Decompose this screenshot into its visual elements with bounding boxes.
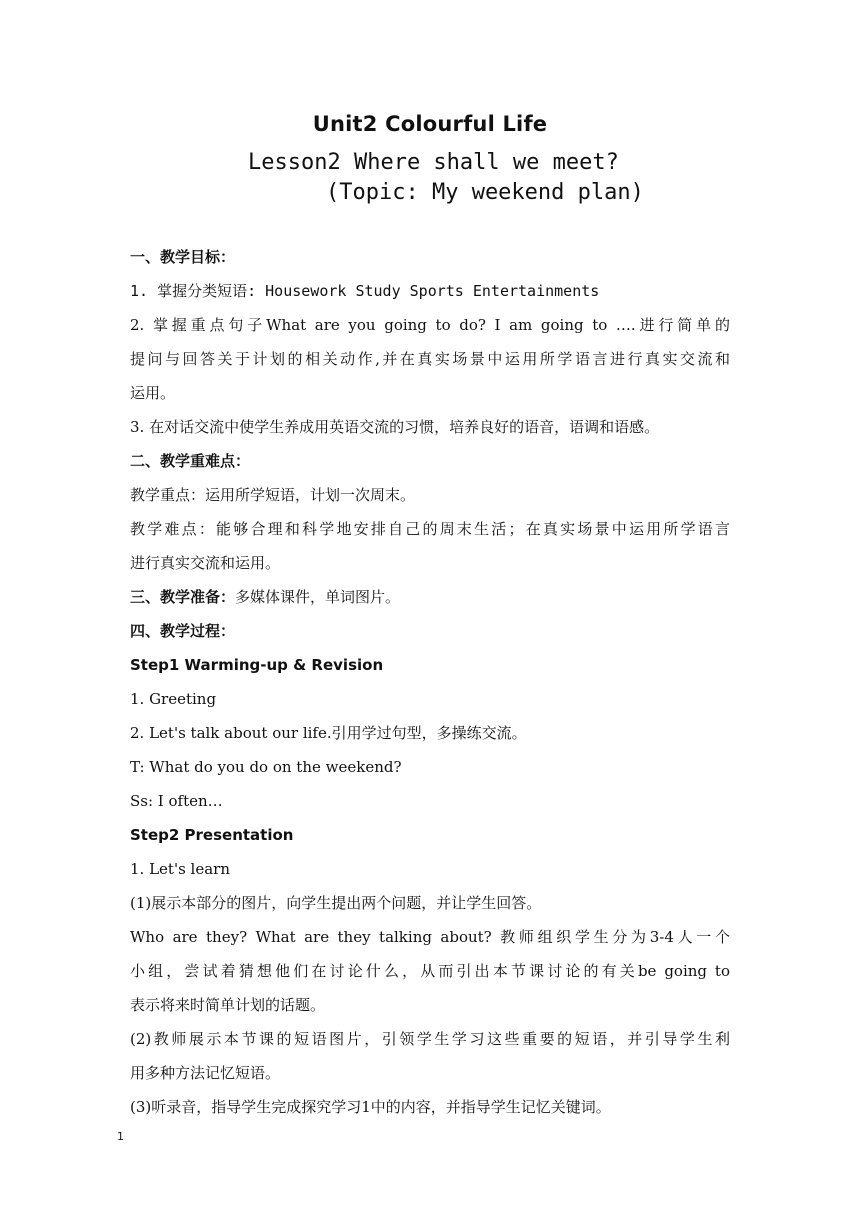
paragraph-line: 2. Let's talk about our life.引用学过句型，多操练交流。 xyxy=(130,724,527,742)
paragraph-line: 1. Greeting xyxy=(130,690,217,708)
paragraph-line: 1. 掌握分类短语: Housework Study Sports Entertainments xyxy=(130,282,600,300)
paragraph-line: 小组，尝试着猜想他们在讨论什么，从而引出本节课讨论的有关be going to xyxy=(130,962,730,980)
step-heading: Step1 Warming-up & Revision xyxy=(130,656,384,674)
paragraph-line: T: What do you do on the weekend? xyxy=(130,758,402,776)
paragraph-line: 教学难点：能够合理和科学地安排自己的周末生活；在真实场景中运用所学语言 xyxy=(130,520,730,538)
paragraph-line: 教学重点：运用所学短语，计划一次周末。 xyxy=(130,486,416,504)
preparation-text: 多媒体课件，单词图片。 xyxy=(235,588,401,606)
lesson-topic: (Topic: My weekend plan) xyxy=(326,180,644,205)
paragraph-line: (3)听录音，指导学生完成探究学习1中的内容，并指导学生记忆关键词。 xyxy=(130,1098,611,1116)
paragraph-line: 运用。 xyxy=(130,384,176,402)
lesson-title: Lesson2 Where shall we meet? xyxy=(248,150,619,175)
section-heading-preparation: 三、教学准备： xyxy=(130,588,236,606)
paragraph-line: 用多种方法记忆短语。 xyxy=(130,1064,281,1082)
paragraph-line: Ss: I often… xyxy=(130,792,223,810)
paragraph-line: (1)展示本部分的图片，向学生提出两个问题，并让学生回答。 xyxy=(130,894,542,912)
document-title: Unit2 Colourful Life xyxy=(312,112,548,136)
paragraph-line: 1. Let's learn xyxy=(130,860,230,878)
section-heading-objectives: 一、教学目标： xyxy=(130,248,236,266)
section-heading-key-points: 二、教学重难点： xyxy=(130,452,251,470)
section-heading-process: 四、教学过程： xyxy=(130,622,236,640)
paragraph-line: 表示将来时简单计划的话题。 xyxy=(130,996,326,1014)
paragraph-line: (2)教师展示本节课的短语图片，引领学生学习这些重要的短语，并引导学生利 xyxy=(130,1030,730,1048)
paragraph-line: 提问与回答关于计划的相关动作,并在真实场景中运用所学语言进行真实交流和 xyxy=(130,350,730,368)
page-number: 1 xyxy=(117,1130,124,1143)
preparation-line xyxy=(130,580,730,614)
paragraph-line: Who are they? What are they talking about? 教师组织学生分为3-4人一个 xyxy=(130,928,730,946)
paragraph-line: 3. 在对话交流中使学生养成用英语交流的习惯，培养良好的语音，语调和语感。 xyxy=(130,418,660,436)
step-heading: Step2 Presentation xyxy=(130,826,294,844)
paragraph-line: 2. 掌握重点句子What are you going to do? I am going to ….进行简单的 xyxy=(130,316,730,334)
document-body xyxy=(130,240,730,1124)
paragraph-line: 进行真实交流和运用。 xyxy=(130,554,281,572)
